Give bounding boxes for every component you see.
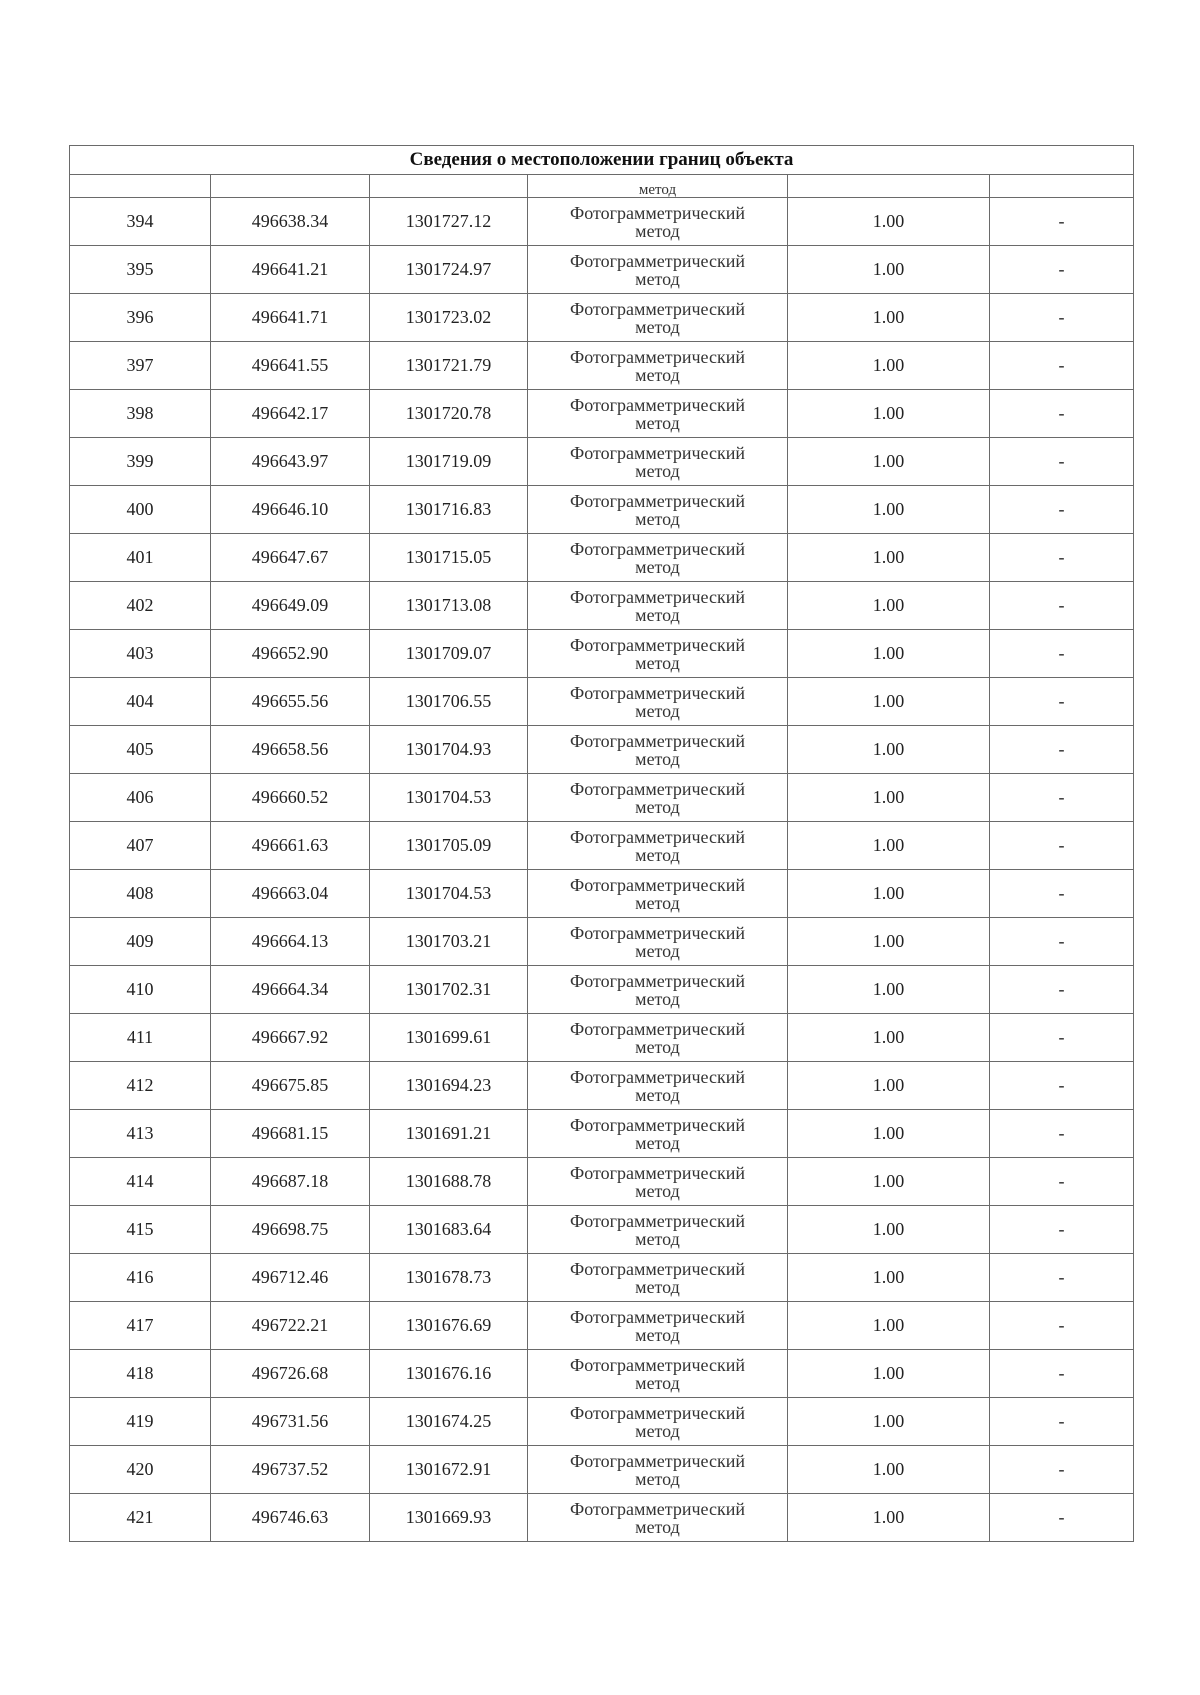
table-row: [70, 774, 1134, 822]
method-cell: [528, 1446, 788, 1494]
point-number-cell: 420: [70, 1446, 211, 1494]
x-coordinate-cell: 496687.18: [211, 1158, 370, 1206]
method-cell: [528, 1206, 788, 1254]
y-coordinate-cell: 1301694.23: [370, 1062, 528, 1110]
table-row: [70, 1302, 1134, 1350]
note-cell: -: [990, 630, 1134, 678]
method-line1: Фотограмметрический: [570, 1306, 745, 1327]
note-cell: -: [990, 1350, 1134, 1398]
point-number-cell: 402: [70, 582, 211, 630]
table-row: [70, 486, 1134, 534]
method-line1: Фотограмметрический: [570, 586, 745, 607]
note-cell: -: [990, 870, 1134, 918]
note-cell: -: [990, 342, 1134, 390]
y-coordinate-cell: 1301713.08: [370, 582, 528, 630]
y-coordinate-cell: 1301715.05: [370, 534, 528, 582]
method-line1: Фотограмметрический: [570, 250, 745, 271]
accuracy-cell: 1.00: [788, 582, 990, 630]
method-line1: Фотограмметрический: [570, 922, 745, 943]
continuation-cell-note: [990, 175, 1134, 198]
y-coordinate-cell: 1301704.53: [370, 774, 528, 822]
method-line2: метод: [635, 508, 680, 529]
accuracy-cell: 1.00: [788, 1062, 990, 1110]
y-coordinate-cell: 1301669.93: [370, 1494, 528, 1542]
y-coordinate-cell: 1301727.12: [370, 198, 528, 246]
y-coordinate-cell: 1301704.93: [370, 726, 528, 774]
accuracy-cell: 1.00: [788, 918, 990, 966]
continuation-cell-x: [211, 175, 370, 198]
x-coordinate-cell: 496737.52: [211, 1446, 370, 1494]
point-number-cell: 410: [70, 966, 211, 1014]
x-coordinate-cell: 496726.68: [211, 1350, 370, 1398]
method-line2: метод: [635, 1324, 680, 1345]
method-line1: Фотограмметрический: [570, 1162, 745, 1183]
x-coordinate-cell: 496655.56: [211, 678, 370, 726]
table-row: [70, 390, 1134, 438]
method-cell: [528, 294, 788, 342]
y-coordinate-cell: 1301724.97: [370, 246, 528, 294]
method-line2: метод: [635, 940, 680, 961]
method-cell: [528, 486, 788, 534]
table-row: [70, 1110, 1134, 1158]
method-cell: [528, 1014, 788, 1062]
note-cell: -: [990, 918, 1134, 966]
note-cell: -: [990, 246, 1134, 294]
note-cell: -: [990, 1014, 1134, 1062]
method-cell: [528, 198, 788, 246]
method-line2: метод: [635, 1372, 680, 1393]
method-line1: Фотограмметрический: [570, 298, 745, 319]
point-number-cell: 408: [70, 870, 211, 918]
table-row: [70, 246, 1134, 294]
table-row: [70, 966, 1134, 1014]
accuracy-cell: 1.00: [788, 1494, 990, 1542]
y-coordinate-cell: 1301703.21: [370, 918, 528, 966]
method-line1: Фотограмметрический: [570, 346, 745, 367]
y-coordinate-cell: 1301720.78: [370, 390, 528, 438]
x-coordinate-cell: 496641.21: [211, 246, 370, 294]
y-coordinate-cell: 1301678.73: [370, 1254, 528, 1302]
note-cell: -: [990, 438, 1134, 486]
method-line1: Фотограмметрический: [570, 442, 745, 463]
table-row: [70, 294, 1134, 342]
method-line2: метод: [635, 652, 680, 673]
accuracy-cell: 1.00: [788, 1350, 990, 1398]
method-line1: Фотограмметрический: [570, 1354, 745, 1375]
point-number-cell: 404: [70, 678, 211, 726]
accuracy-cell: 1.00: [788, 486, 990, 534]
method-line2: метод: [635, 796, 680, 817]
method-line2: метод: [635, 412, 680, 433]
accuracy-cell: 1.00: [788, 438, 990, 486]
table-row: [70, 438, 1134, 486]
method-cell: [528, 726, 788, 774]
accuracy-cell: 1.00: [788, 1014, 990, 1062]
x-coordinate-cell: 496712.46: [211, 1254, 370, 1302]
y-coordinate-cell: 1301672.91: [370, 1446, 528, 1494]
method-line2: метод: [635, 1276, 680, 1297]
method-line2: метод: [635, 604, 680, 625]
accuracy-cell: 1.00: [788, 198, 990, 246]
method-cell: [528, 918, 788, 966]
x-coordinate-cell: 496649.09: [211, 582, 370, 630]
x-coordinate-cell: 496638.34: [211, 198, 370, 246]
method-line2: метод: [635, 1516, 680, 1537]
x-coordinate-cell: 496663.04: [211, 870, 370, 918]
accuracy-cell: 1.00: [788, 1398, 990, 1446]
y-coordinate-cell: 1301706.55: [370, 678, 528, 726]
method-line2: метод: [635, 988, 680, 1009]
method-line1: Фотограмметрический: [570, 970, 745, 991]
table-row: [70, 1494, 1134, 1542]
point-number-cell: 407: [70, 822, 211, 870]
method-cell: [528, 678, 788, 726]
method-line2: метод: [635, 1468, 680, 1489]
note-cell: -: [990, 1062, 1134, 1110]
accuracy-cell: 1.00: [788, 966, 990, 1014]
note-cell: -: [990, 390, 1134, 438]
method-line2: метод: [635, 1132, 680, 1153]
method-line1: Фотограмметрический: [570, 778, 745, 799]
y-coordinate-cell: 1301688.78: [370, 1158, 528, 1206]
table-row: [70, 534, 1134, 582]
note-cell: -: [990, 1398, 1134, 1446]
method-cell: [528, 582, 788, 630]
y-coordinate-cell: 1301709.07: [370, 630, 528, 678]
table-row: [70, 678, 1134, 726]
y-coordinate-cell: 1301721.79: [370, 342, 528, 390]
method-cell: [528, 1302, 788, 1350]
x-coordinate-cell: 496652.90: [211, 630, 370, 678]
point-number-cell: 412: [70, 1062, 211, 1110]
method-cell: [528, 822, 788, 870]
method-cell: [528, 1158, 788, 1206]
table-row: [70, 726, 1134, 774]
y-coordinate-cell: 1301674.25: [370, 1398, 528, 1446]
method-line1: Фотограмметрический: [570, 1498, 745, 1519]
method-cell: [528, 1398, 788, 1446]
y-coordinate-cell: 1301716.83: [370, 486, 528, 534]
note-cell: -: [990, 726, 1134, 774]
x-coordinate-cell: 496646.10: [211, 486, 370, 534]
table-row: [70, 1014, 1134, 1062]
point-number-cell: 417: [70, 1302, 211, 1350]
x-coordinate-cell: 496660.52: [211, 774, 370, 822]
note-cell: -: [990, 486, 1134, 534]
point-number-cell: 414: [70, 1158, 211, 1206]
accuracy-cell: 1.00: [788, 678, 990, 726]
point-number-cell: 421: [70, 1494, 211, 1542]
accuracy-cell: 1.00: [788, 1446, 990, 1494]
method-line2: метод: [635, 220, 680, 241]
boundary-coordinates-table: [69, 145, 1134, 1542]
method-line2: метод: [635, 1084, 680, 1105]
method-line2: метод: [635, 1036, 680, 1057]
method-line2: метод: [635, 460, 680, 481]
y-coordinate-cell: 1301719.09: [370, 438, 528, 486]
method-cell: [528, 774, 788, 822]
method-cell: [528, 630, 788, 678]
note-cell: -: [990, 294, 1134, 342]
y-coordinate-cell: 1301702.31: [370, 966, 528, 1014]
accuracy-cell: 1.00: [788, 342, 990, 390]
note-cell: -: [990, 1302, 1134, 1350]
x-coordinate-cell: 496746.63: [211, 1494, 370, 1542]
method-cell: [528, 1254, 788, 1302]
continuation-cell-method: метод: [528, 175, 788, 198]
y-coordinate-cell: 1301705.09: [370, 822, 528, 870]
y-coordinate-cell: 1301723.02: [370, 294, 528, 342]
method-line1: Фотограмметрический: [570, 394, 745, 415]
table-row: [70, 1062, 1134, 1110]
method-line2: метод: [635, 364, 680, 385]
accuracy-cell: 1.00: [788, 1158, 990, 1206]
point-number-cell: 403: [70, 630, 211, 678]
method-cell: [528, 246, 788, 294]
note-cell: -: [990, 1254, 1134, 1302]
continuation-cell-y: [370, 175, 528, 198]
method-cell: [528, 390, 788, 438]
method-line2: метод: [635, 316, 680, 337]
method-line2: метод: [635, 1228, 680, 1249]
method-line2: метод: [635, 1420, 680, 1441]
point-number-cell: 401: [70, 534, 211, 582]
point-number-cell: 418: [70, 1350, 211, 1398]
x-coordinate-cell: 496698.75: [211, 1206, 370, 1254]
note-cell: -: [990, 582, 1134, 630]
table-title: Сведения о местоположении границ объекта: [70, 146, 1134, 175]
point-number-cell: 406: [70, 774, 211, 822]
method-line2: метод: [635, 556, 680, 577]
note-cell: -: [990, 198, 1134, 246]
method-line2: метод: [635, 748, 680, 769]
method-cell: [528, 1110, 788, 1158]
method-line1: Фотограмметрический: [570, 1066, 745, 1087]
note-cell: -: [990, 966, 1134, 1014]
table-title-row: [70, 146, 1134, 175]
accuracy-cell: 1.00: [788, 534, 990, 582]
method-line1: Фотограмметрический: [570, 1402, 745, 1423]
y-coordinate-cell: 1301676.69: [370, 1302, 528, 1350]
method-line2: метод: [635, 1180, 680, 1201]
point-number-cell: 397: [70, 342, 211, 390]
y-coordinate-cell: 1301691.21: [370, 1110, 528, 1158]
method-line1: Фотограмметрический: [570, 1258, 745, 1279]
table-row: [70, 198, 1134, 246]
note-cell: -: [990, 822, 1134, 870]
accuracy-cell: 1.00: [788, 1254, 990, 1302]
method-line1: Фотограмметрический: [570, 202, 745, 223]
method-line2: метод: [635, 892, 680, 913]
x-coordinate-cell: 496641.71: [211, 294, 370, 342]
continuation-cell-number: [70, 175, 211, 198]
note-cell: -: [990, 774, 1134, 822]
method-cell: [528, 342, 788, 390]
method-cell: [528, 1494, 788, 1542]
table-row: [70, 1350, 1134, 1398]
accuracy-cell: 1.00: [788, 246, 990, 294]
point-number-cell: 405: [70, 726, 211, 774]
accuracy-cell: 1.00: [788, 390, 990, 438]
table-row: [70, 1206, 1134, 1254]
method-cell: [528, 534, 788, 582]
table-row: [70, 822, 1134, 870]
method-cell: [528, 1062, 788, 1110]
method-line2: метод: [635, 700, 680, 721]
y-coordinate-cell: 1301676.16: [370, 1350, 528, 1398]
method-line1: Фотограмметрический: [570, 826, 745, 847]
point-number-cell: 396: [70, 294, 211, 342]
note-cell: -: [990, 678, 1134, 726]
y-coordinate-cell: 1301683.64: [370, 1206, 528, 1254]
method-line2: метод: [635, 268, 680, 289]
accuracy-cell: 1.00: [788, 774, 990, 822]
x-coordinate-cell: 496658.56: [211, 726, 370, 774]
method-line1: Фотограмметрический: [570, 1450, 745, 1471]
note-cell: -: [990, 1206, 1134, 1254]
accuracy-cell: 1.00: [788, 1206, 990, 1254]
method-cell: [528, 870, 788, 918]
note-cell: -: [990, 1110, 1134, 1158]
point-number-cell: 409: [70, 918, 211, 966]
table-row: [70, 1158, 1134, 1206]
point-number-cell: 411: [70, 1014, 211, 1062]
continuation-row: [70, 175, 1134, 198]
method-line1: Фотограмметрический: [570, 730, 745, 751]
method-line1: Фотограмметрический: [570, 682, 745, 703]
x-coordinate-cell: 496731.56: [211, 1398, 370, 1446]
continuation-cell-accuracy: [788, 175, 990, 198]
method-cell: [528, 438, 788, 486]
table-row: [70, 870, 1134, 918]
note-cell: -: [990, 1446, 1134, 1494]
note-cell: -: [990, 1494, 1134, 1542]
method-cell: [528, 1350, 788, 1398]
accuracy-cell: 1.00: [788, 1110, 990, 1158]
point-number-cell: 413: [70, 1110, 211, 1158]
note-cell: -: [990, 1158, 1134, 1206]
table-body: [70, 175, 1134, 1542]
point-number-cell: 398: [70, 390, 211, 438]
x-coordinate-cell: 496642.17: [211, 390, 370, 438]
method-line1: Фотограмметрический: [570, 538, 745, 559]
table-row: [70, 630, 1134, 678]
accuracy-cell: 1.00: [788, 822, 990, 870]
table-row: [70, 918, 1134, 966]
table-row: [70, 342, 1134, 390]
point-number-cell: 394: [70, 198, 211, 246]
x-coordinate-cell: 496647.67: [211, 534, 370, 582]
x-coordinate-cell: 496667.92: [211, 1014, 370, 1062]
x-coordinate-cell: 496664.13: [211, 918, 370, 966]
point-number-cell: 400: [70, 486, 211, 534]
x-coordinate-cell: 496722.21: [211, 1302, 370, 1350]
accuracy-cell: 1.00: [788, 1302, 990, 1350]
method-line1: Фотограмметрический: [570, 634, 745, 655]
x-coordinate-cell: 496641.55: [211, 342, 370, 390]
method-line1: Фотограмметрический: [570, 1210, 745, 1231]
x-coordinate-cell: 496661.63: [211, 822, 370, 870]
method-line1: Фотограмметрический: [570, 874, 745, 895]
note-cell: -: [990, 534, 1134, 582]
table-row: [70, 1446, 1134, 1494]
method-line1: Фотограмметрический: [570, 1018, 745, 1039]
point-number-cell: 395: [70, 246, 211, 294]
point-number-cell: 415: [70, 1206, 211, 1254]
method-cell: [528, 966, 788, 1014]
x-coordinate-cell: 496643.97: [211, 438, 370, 486]
accuracy-cell: 1.00: [788, 294, 990, 342]
method-line1: Фотограмметрический: [570, 1114, 745, 1135]
point-number-cell: 399: [70, 438, 211, 486]
y-coordinate-cell: 1301704.53: [370, 870, 528, 918]
point-number-cell: 416: [70, 1254, 211, 1302]
x-coordinate-cell: 496664.34: [211, 966, 370, 1014]
accuracy-cell: 1.00: [788, 630, 990, 678]
method-line1: Фотограмметрический: [570, 490, 745, 511]
x-coordinate-cell: 496681.15: [211, 1110, 370, 1158]
accuracy-cell: 1.00: [788, 726, 990, 774]
point-number-cell: 419: [70, 1398, 211, 1446]
x-coordinate-cell: 496675.85: [211, 1062, 370, 1110]
method-line2: метод: [635, 844, 680, 865]
table-row: [70, 1398, 1134, 1446]
table-row: [70, 1254, 1134, 1302]
y-coordinate-cell: 1301699.61: [370, 1014, 528, 1062]
accuracy-cell: 1.00: [788, 870, 990, 918]
table-row: [70, 582, 1134, 630]
